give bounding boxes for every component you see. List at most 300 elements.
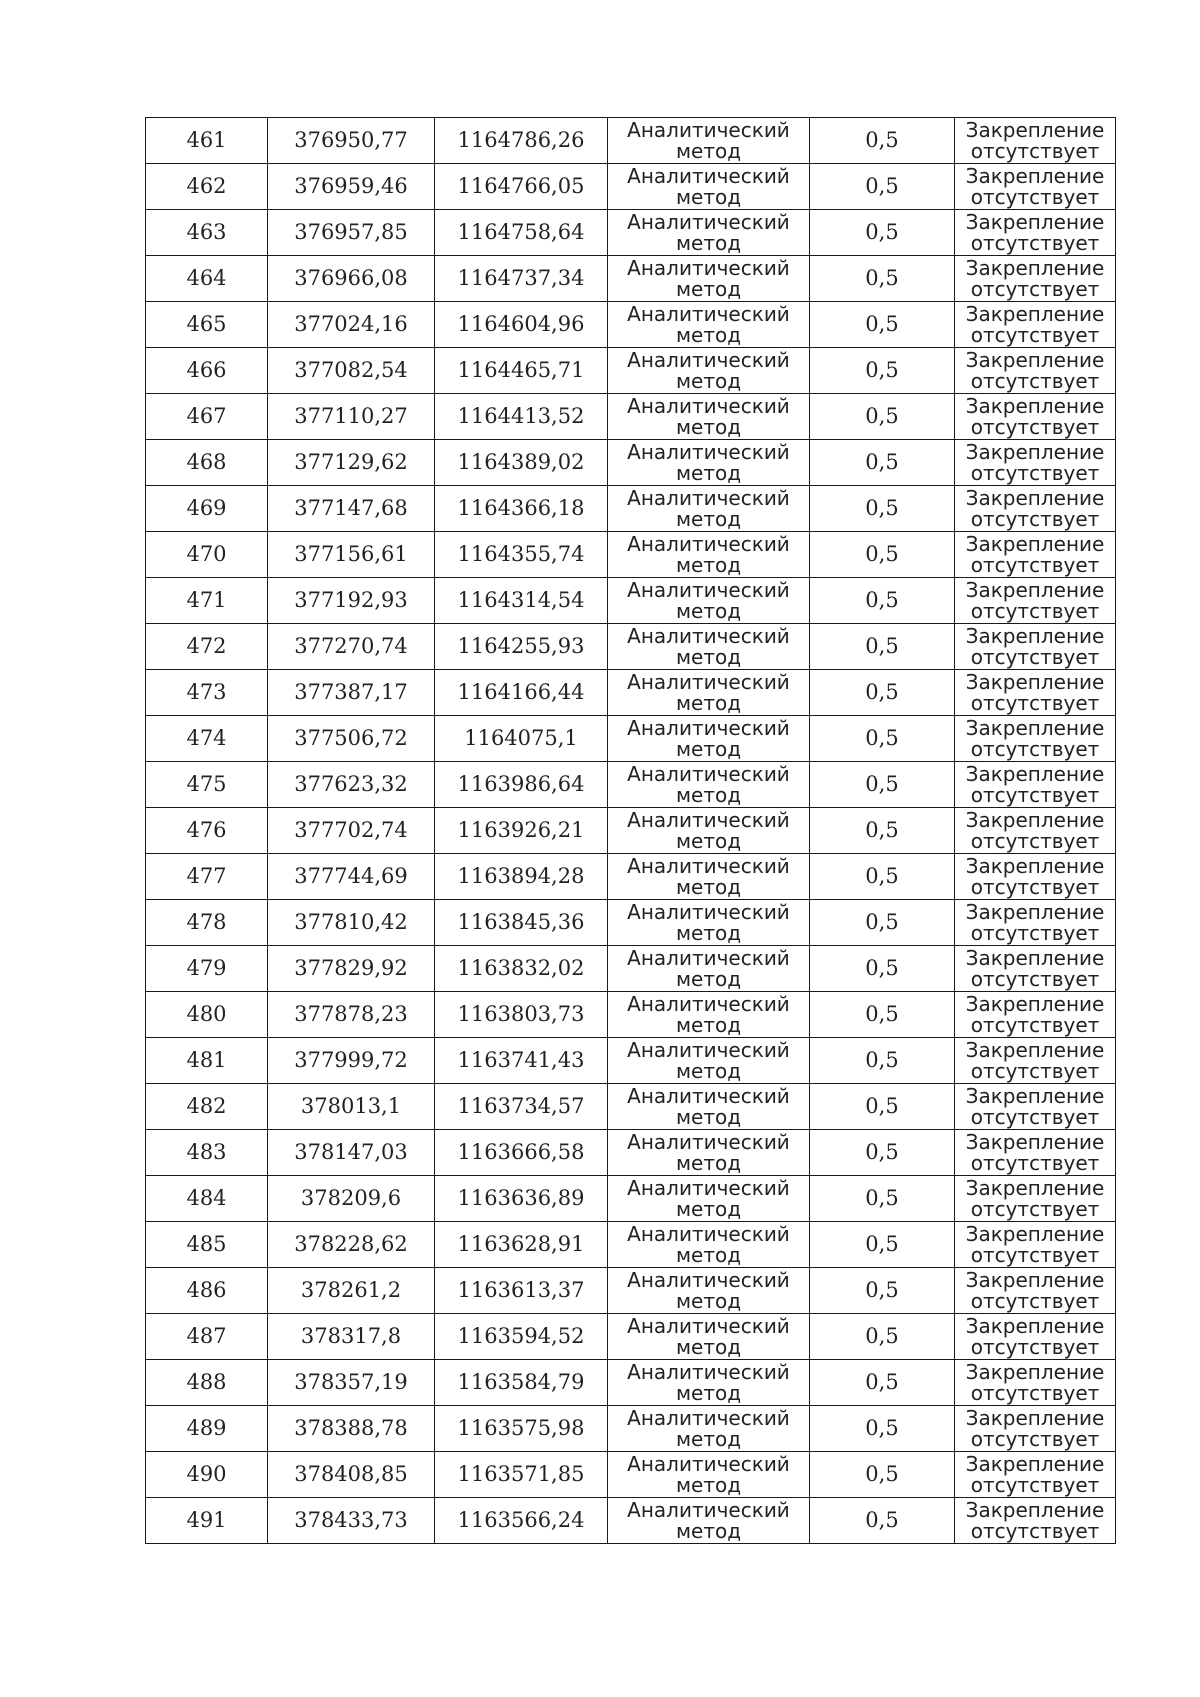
table-row [146, 256, 1116, 302]
fixation-line-2: отсутствует [970, 553, 1100, 577]
method-line-1: Аналитический [627, 164, 790, 188]
table-row [146, 1406, 1116, 1452]
table-row [146, 716, 1116, 762]
accuracy-cell: 0,5 [810, 348, 955, 394]
fixation-line-1: Закрепление [965, 1268, 1105, 1292]
method-cell [608, 808, 810, 854]
y-coordinate-cell: 1163628,91 [435, 1222, 608, 1268]
method-line-2: метод [675, 231, 742, 255]
table-row [146, 118, 1116, 164]
x-coordinate-cell: 376966,08 [268, 256, 435, 302]
method-line-1: Аналитический [627, 624, 790, 648]
method-line-1: Аналитический [627, 1176, 790, 1200]
method-cell [608, 394, 810, 440]
fixation-line-1: Закрепление [965, 1176, 1105, 1200]
accuracy-cell: 0,5 [810, 1130, 955, 1176]
fixation-cell [955, 394, 1116, 440]
y-coordinate-cell: 1164355,74 [435, 532, 608, 578]
fixation-line-2: отсутствует [970, 691, 1100, 715]
fixation-line-1: Закрепление [965, 762, 1105, 786]
fixation-cell [955, 210, 1116, 256]
method-cell [608, 118, 810, 164]
y-coordinate-cell: 1163845,36 [435, 900, 608, 946]
fixation-cell [955, 532, 1116, 578]
method-line-1: Аналитический [627, 854, 790, 878]
fixation-cell [955, 486, 1116, 532]
accuracy-cell: 0,5 [810, 1084, 955, 1130]
accuracy-cell: 0,5 [810, 1268, 955, 1314]
x-coordinate-cell: 377387,17 [268, 670, 435, 716]
fixation-cell [955, 1084, 1116, 1130]
fixation-line-2: отсутствует [970, 139, 1100, 163]
accuracy-cell: 0,5 [810, 1498, 955, 1544]
table-row [146, 808, 1116, 854]
fixation-line-1: Закрепление [965, 900, 1105, 924]
method-cell [608, 578, 810, 624]
method-line-2: метод [675, 461, 742, 485]
table-body [146, 118, 1116, 1544]
y-coordinate-cell: 1163571,85 [435, 1452, 608, 1498]
method-cell [608, 210, 810, 256]
y-coordinate-cell: 1164758,64 [435, 210, 608, 256]
fixation-line-1: Закрепление [965, 1360, 1105, 1384]
point-number-cell: 462 [146, 164, 268, 210]
method-cell [608, 1360, 810, 1406]
x-coordinate-cell: 377744,69 [268, 854, 435, 900]
y-coordinate-cell: 1164766,05 [435, 164, 608, 210]
fixation-cell [955, 762, 1116, 808]
method-cell [608, 716, 810, 762]
fixation-cell [955, 1406, 1116, 1452]
method-line-2: метод [675, 1243, 742, 1267]
table-row [146, 900, 1116, 946]
method-line-2: метод [675, 691, 742, 715]
y-coordinate-cell: 1164389,02 [435, 440, 608, 486]
method-line-2: метод [675, 1427, 742, 1451]
x-coordinate-cell: 378408,85 [268, 1452, 435, 1498]
method-cell [608, 762, 810, 808]
fixation-cell [955, 164, 1116, 210]
y-coordinate-cell: 1163894,28 [435, 854, 608, 900]
fixation-line-1: Закрепление [965, 394, 1105, 418]
method-line-1: Аналитический [627, 394, 790, 418]
y-coordinate-cell: 1163986,64 [435, 762, 608, 808]
fixation-line-2: отсутствует [970, 507, 1100, 531]
method-line-2: метод [675, 599, 742, 623]
y-coordinate-cell: 1163584,79 [435, 1360, 608, 1406]
table-row [146, 762, 1116, 808]
method-line-1: Аналитический [627, 1498, 790, 1522]
x-coordinate-cell: 377506,72 [268, 716, 435, 762]
table-row [146, 486, 1116, 532]
point-number-cell: 477 [146, 854, 268, 900]
fixation-line-2: отсутствует [970, 369, 1100, 393]
method-cell [608, 1268, 810, 1314]
table-row [146, 164, 1116, 210]
table-row [146, 210, 1116, 256]
accuracy-cell: 0,5 [810, 118, 955, 164]
fixation-line-2: отсутствует [970, 231, 1100, 255]
accuracy-cell: 0,5 [810, 762, 955, 808]
point-number-cell: 488 [146, 1360, 268, 1406]
fixation-cell [955, 1268, 1116, 1314]
y-coordinate-cell: 1163666,58 [435, 1130, 608, 1176]
point-number-cell: 463 [146, 210, 268, 256]
accuracy-cell: 0,5 [810, 808, 955, 854]
fixation-line-1: Закрепление [965, 992, 1105, 1016]
method-line-1: Аналитический [627, 992, 790, 1016]
accuracy-cell: 0,5 [810, 900, 955, 946]
x-coordinate-cell: 378317,8 [268, 1314, 435, 1360]
fixation-line-1: Закрепление [965, 348, 1105, 372]
x-coordinate-cell: 377129,62 [268, 440, 435, 486]
y-coordinate-cell: 1164075,1 [435, 716, 608, 762]
fixation-cell [955, 670, 1116, 716]
point-number-cell: 482 [146, 1084, 268, 1130]
x-coordinate-cell: 376959,46 [268, 164, 435, 210]
fixation-cell [955, 256, 1116, 302]
accuracy-cell: 0,5 [810, 532, 955, 578]
y-coordinate-cell: 1163566,24 [435, 1498, 608, 1544]
fixation-line-2: отсутствует [970, 1335, 1100, 1359]
table-row [146, 854, 1116, 900]
method-line-1: Аналитический [627, 486, 790, 510]
method-cell [608, 1176, 810, 1222]
method-line-2: метод [675, 139, 742, 163]
y-coordinate-cell: 1163926,21 [435, 808, 608, 854]
point-number-cell: 472 [146, 624, 268, 670]
point-number-cell: 465 [146, 302, 268, 348]
fixation-line-2: отсутствует [970, 921, 1100, 945]
method-line-1: Аналитический [627, 118, 790, 142]
method-line-2: метод [675, 1289, 742, 1313]
fixation-cell [955, 578, 1116, 624]
point-number-cell: 480 [146, 992, 268, 1038]
method-line-2: метод [675, 323, 742, 347]
method-line-1: Аналитический [627, 808, 790, 832]
accuracy-cell: 0,5 [810, 992, 955, 1038]
method-cell [608, 992, 810, 1038]
fixation-cell [955, 1314, 1116, 1360]
table-row [146, 1130, 1116, 1176]
method-cell [608, 532, 810, 578]
point-number-cell: 475 [146, 762, 268, 808]
fixation-line-2: отсутствует [970, 277, 1100, 301]
y-coordinate-cell: 1163832,02 [435, 946, 608, 992]
fixation-line-1: Закрепление [965, 118, 1105, 142]
point-number-cell: 468 [146, 440, 268, 486]
point-number-cell: 471 [146, 578, 268, 624]
accuracy-cell: 0,5 [810, 302, 955, 348]
point-number-cell: 473 [146, 670, 268, 716]
method-line-2: метод [675, 1519, 742, 1543]
fixation-line-2: отсутствует [970, 967, 1100, 991]
point-number-cell: 466 [146, 348, 268, 394]
method-line-1: Аналитический [627, 210, 790, 234]
fixation-line-1: Закрепление [965, 302, 1105, 326]
fixation-line-1: Закрепление [965, 946, 1105, 970]
fixation-line-1: Закрепление [965, 440, 1105, 464]
point-number-cell: 490 [146, 1452, 268, 1498]
fixation-line-2: отсутствует [970, 323, 1100, 347]
fixation-cell [955, 348, 1116, 394]
method-line-1: Аналитический [627, 578, 790, 602]
method-line-2: метод [675, 1335, 742, 1359]
y-coordinate-cell: 1163575,98 [435, 1406, 608, 1452]
x-coordinate-cell: 376957,85 [268, 210, 435, 256]
point-number-cell: 467 [146, 394, 268, 440]
fixation-line-2: отсутствует [970, 461, 1100, 485]
y-coordinate-cell: 1163636,89 [435, 1176, 608, 1222]
table-row [146, 1038, 1116, 1084]
x-coordinate-cell: 378147,03 [268, 1130, 435, 1176]
x-coordinate-cell: 377156,61 [268, 532, 435, 578]
fixation-line-2: отсутствует [970, 783, 1100, 807]
point-number-cell: 481 [146, 1038, 268, 1084]
x-coordinate-cell: 377192,93 [268, 578, 435, 624]
x-coordinate-cell: 377147,68 [268, 486, 435, 532]
accuracy-cell: 0,5 [810, 854, 955, 900]
fixation-line-1: Закрепление [965, 256, 1105, 280]
x-coordinate-cell: 378228,62 [268, 1222, 435, 1268]
method-cell [608, 900, 810, 946]
point-number-cell: 469 [146, 486, 268, 532]
accuracy-cell: 0,5 [810, 1038, 955, 1084]
method-cell [608, 1130, 810, 1176]
table-row [146, 946, 1116, 992]
y-coordinate-cell: 1164786,26 [435, 118, 608, 164]
method-line-1: Аналитический [627, 1038, 790, 1062]
method-line-1: Аналитический [627, 348, 790, 372]
accuracy-cell: 0,5 [810, 210, 955, 256]
fixation-line-2: отсутствует [970, 1105, 1100, 1129]
fixation-line-2: отсутствует [970, 1151, 1100, 1175]
method-cell [608, 1406, 810, 1452]
x-coordinate-cell: 378388,78 [268, 1406, 435, 1452]
point-number-cell: 483 [146, 1130, 268, 1176]
table-row [146, 532, 1116, 578]
fixation-line-1: Закрепление [965, 1452, 1105, 1476]
fixation-cell [955, 302, 1116, 348]
table-row [146, 394, 1116, 440]
method-line-1: Аналитический [627, 670, 790, 694]
method-line-1: Аналитический [627, 302, 790, 326]
fixation-cell [955, 808, 1116, 854]
accuracy-cell: 0,5 [810, 440, 955, 486]
fixation-cell [955, 1176, 1116, 1222]
method-line-1: Аналитический [627, 256, 790, 280]
fixation-line-1: Закрепление [965, 808, 1105, 832]
y-coordinate-cell: 1163613,37 [435, 1268, 608, 1314]
fixation-line-2: отсутствует [970, 875, 1100, 899]
method-line-2: метод [675, 1059, 742, 1083]
method-line-2: метод [675, 1151, 742, 1175]
x-coordinate-cell: 377270,74 [268, 624, 435, 670]
accuracy-cell: 0,5 [810, 164, 955, 210]
fixation-line-2: отсутствует [970, 1381, 1100, 1405]
y-coordinate-cell: 1163594,52 [435, 1314, 608, 1360]
x-coordinate-cell: 377623,32 [268, 762, 435, 808]
table-row [146, 1084, 1116, 1130]
fixation-line-1: Закрепление [965, 1130, 1105, 1154]
fixation-line-2: отсутствует [970, 1519, 1100, 1543]
fixation-line-2: отсутствует [970, 185, 1100, 209]
table-row [146, 1498, 1116, 1544]
method-line-2: метод [675, 369, 742, 393]
accuracy-cell: 0,5 [810, 1452, 955, 1498]
method-line-2: метод [675, 553, 742, 577]
table-row [146, 992, 1116, 1038]
method-cell [608, 670, 810, 716]
fixation-line-1: Закрепление [965, 532, 1105, 556]
fixation-line-1: Закрепление [965, 624, 1105, 648]
point-number-cell: 464 [146, 256, 268, 302]
accuracy-cell: 0,5 [810, 1314, 955, 1360]
fixation-cell [955, 1452, 1116, 1498]
fixation-line-2: отсутствует [970, 415, 1100, 439]
point-number-cell: 474 [146, 716, 268, 762]
method-line-2: метод [675, 1105, 742, 1129]
method-cell [608, 1314, 810, 1360]
method-line-1: Аналитический [627, 900, 790, 924]
x-coordinate-cell: 378209,6 [268, 1176, 435, 1222]
method-line-2: метод [675, 185, 742, 209]
fixation-cell [955, 900, 1116, 946]
accuracy-cell: 0,5 [810, 624, 955, 670]
y-coordinate-cell: 1164366,18 [435, 486, 608, 532]
fixation-cell [955, 946, 1116, 992]
x-coordinate-cell: 378013,1 [268, 1084, 435, 1130]
y-coordinate-cell: 1163734,57 [435, 1084, 608, 1130]
method-cell [608, 1452, 810, 1498]
accuracy-cell: 0,5 [810, 394, 955, 440]
y-coordinate-cell: 1164314,54 [435, 578, 608, 624]
method-cell [608, 1038, 810, 1084]
fixation-line-2: отсутствует [970, 1013, 1100, 1037]
point-number-cell: 476 [146, 808, 268, 854]
y-coordinate-cell: 1163741,43 [435, 1038, 608, 1084]
x-coordinate-cell: 377999,72 [268, 1038, 435, 1084]
point-number-cell: 491 [146, 1498, 268, 1544]
fixation-line-2: отсутствует [970, 645, 1100, 669]
fixation-line-2: отсутствует [970, 1289, 1100, 1313]
fixation-cell [955, 716, 1116, 762]
y-coordinate-cell: 1164737,34 [435, 256, 608, 302]
fixation-cell [955, 1038, 1116, 1084]
fixation-cell [955, 1222, 1116, 1268]
method-line-1: Аналитический [627, 1130, 790, 1154]
method-line-2: метод [675, 1381, 742, 1405]
fixation-cell [955, 854, 1116, 900]
fixation-cell [955, 1498, 1116, 1544]
table-row [146, 1452, 1116, 1498]
method-cell [608, 624, 810, 670]
method-cell [608, 854, 810, 900]
fixation-line-1: Закрепление [965, 1084, 1105, 1108]
x-coordinate-cell: 376950,77 [268, 118, 435, 164]
fixation-line-2: отсутствует [970, 599, 1100, 623]
method-cell [608, 486, 810, 532]
x-coordinate-cell: 378433,73 [268, 1498, 435, 1544]
point-number-cell: 479 [146, 946, 268, 992]
method-cell [608, 440, 810, 486]
method-cell [608, 1498, 810, 1544]
table-row [146, 578, 1116, 624]
accuracy-cell: 0,5 [810, 1360, 955, 1406]
method-line-2: метод [675, 1197, 742, 1221]
point-number-cell: 485 [146, 1222, 268, 1268]
method-line-1: Аналитический [627, 1222, 790, 1246]
coordinates-table [145, 117, 1116, 1544]
method-cell [608, 164, 810, 210]
table-row [146, 1222, 1116, 1268]
method-cell [608, 946, 810, 992]
accuracy-cell: 0,5 [810, 946, 955, 992]
x-coordinate-cell: 377702,74 [268, 808, 435, 854]
method-line-1: Аналитический [627, 1268, 790, 1292]
method-line-2: метод [675, 507, 742, 531]
y-coordinate-cell: 1164604,96 [435, 302, 608, 348]
method-line-1: Аналитический [627, 1406, 790, 1430]
table-row [146, 1360, 1116, 1406]
accuracy-cell: 0,5 [810, 716, 955, 762]
method-line-1: Аналитический [627, 1360, 790, 1384]
table-row [146, 670, 1116, 716]
fixation-line-2: отсутствует [970, 1197, 1100, 1221]
method-line-1: Аналитический [627, 716, 790, 740]
x-coordinate-cell: 377829,92 [268, 946, 435, 992]
fixation-cell [955, 118, 1116, 164]
table-row [146, 624, 1116, 670]
x-coordinate-cell: 377082,54 [268, 348, 435, 394]
accuracy-cell: 0,5 [810, 670, 955, 716]
point-number-cell: 489 [146, 1406, 268, 1452]
method-cell [608, 256, 810, 302]
method-line-1: Аналитический [627, 440, 790, 464]
accuracy-cell: 0,5 [810, 256, 955, 302]
method-line-1: Аналитический [627, 1452, 790, 1476]
x-coordinate-cell: 377878,23 [268, 992, 435, 1038]
method-line-1: Аналитический [627, 1084, 790, 1108]
table-row [146, 348, 1116, 394]
method-cell [608, 348, 810, 394]
method-line-2: метод [675, 277, 742, 301]
x-coordinate-cell: 377024,16 [268, 302, 435, 348]
table-row [146, 302, 1116, 348]
fixation-line-2: отсутствует [970, 829, 1100, 853]
point-number-cell: 470 [146, 532, 268, 578]
fixation-line-2: отсутствует [970, 1243, 1100, 1267]
y-coordinate-cell: 1163803,73 [435, 992, 608, 1038]
accuracy-cell: 0,5 [810, 1222, 955, 1268]
method-line-2: метод [675, 875, 742, 899]
fixation-cell [955, 992, 1116, 1038]
fixation-line-1: Закрепление [965, 854, 1105, 878]
table-row [146, 440, 1116, 486]
method-line-2: метод [675, 921, 742, 945]
point-number-cell: 461 [146, 118, 268, 164]
method-line-1: Аналитический [627, 946, 790, 970]
table-row [146, 1176, 1116, 1222]
point-number-cell: 486 [146, 1268, 268, 1314]
fixation-cell [955, 1130, 1116, 1176]
method-cell [608, 302, 810, 348]
fixation-cell [955, 440, 1116, 486]
y-coordinate-cell: 1164413,52 [435, 394, 608, 440]
fixation-line-1: Закрепление [965, 1038, 1105, 1062]
fixation-line-1: Закрепление [965, 1406, 1105, 1430]
fixation-line-2: отсутствует [970, 737, 1100, 761]
